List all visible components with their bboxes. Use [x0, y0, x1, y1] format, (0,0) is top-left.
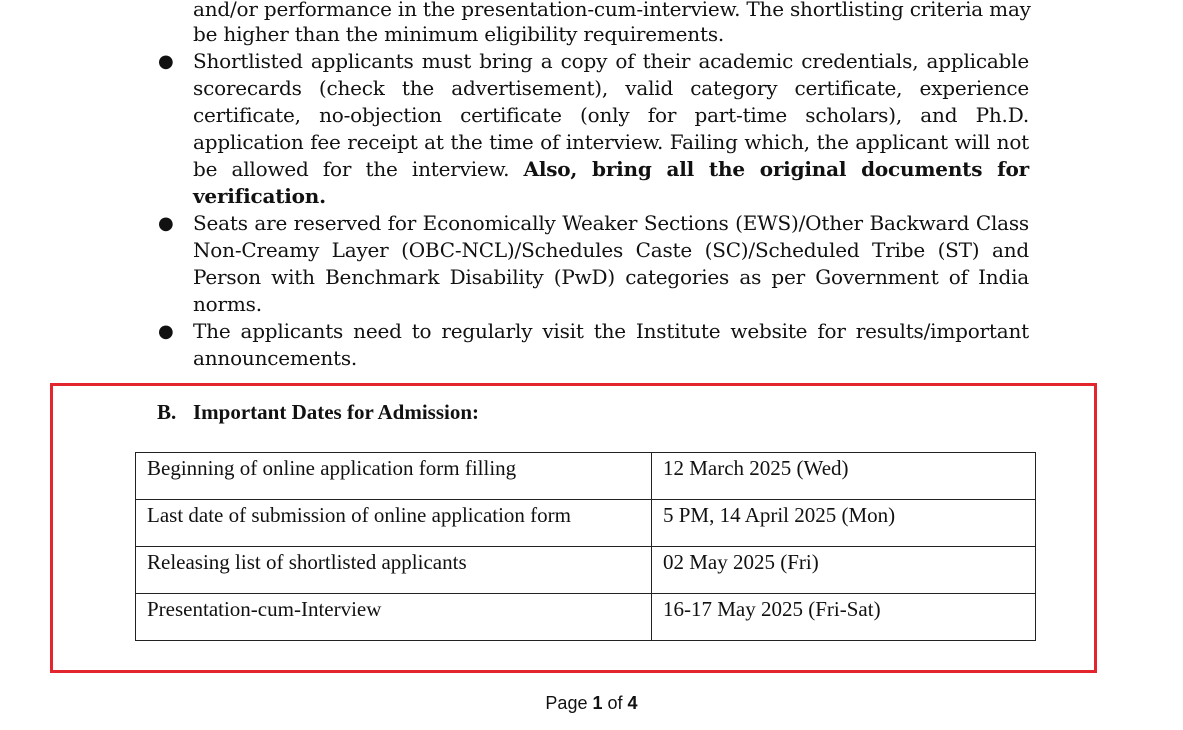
table-row [136, 453, 1036, 500]
bullet-text-line: Person with Benchmark Disability (PwD) categories as per Government of India [193, 265, 1029, 289]
bullet-text-bold: Also, bring all the original documents for [523, 157, 1029, 181]
table-cell-date: 12 March 2025 (Wed) [652, 453, 1036, 500]
table-cell-date: 02 May 2025 (Fri) [652, 547, 1036, 594]
table-cell-event: Last date of submission of online application form [136, 500, 652, 547]
bullet-text-line: scorecards (check the advertisement), valid category certificate, experience [193, 76, 1029, 100]
page-word: Page [545, 693, 588, 713]
table-cell-event: Presentation-cum-Interview [136, 594, 652, 641]
bullet-text-line-mixed [193, 156, 1029, 183]
bullet-text-line: Non-Creamy Layer (OBC-NCL)/Schedules Caste (SC)/Scheduled Tribe (ST) and [193, 238, 1029, 262]
bullet-text-line: certificate, no-objection certificate (only for part-time scholars), and Ph.D. [193, 103, 1029, 127]
section-heading [157, 398, 479, 426]
page-number [0, 693, 1183, 714]
bullet-text-line: Seats are reserved for Economically Weaker Sections (EWS)/Other Backward Class [193, 211, 1029, 235]
bullet-text-line: and/or performance in the presentation-cum-interview. The shortlisting criteria may [193, 0, 1031, 21]
bullet-icon: ● [158, 321, 174, 342]
total-pages: 4 [627, 693, 638, 713]
table-row [136, 594, 1036, 641]
table-cell-date: 5 PM, 14 April 2025 (Mon) [652, 500, 1036, 547]
bullet-text-line: norms. [193, 292, 262, 316]
table-row [136, 500, 1036, 547]
bullet-text-line: Shortlisted applicants must bring a copy of their academic credentials, applicable [193, 49, 1029, 73]
bullet-text-bold-line: verification. [193, 184, 326, 208]
current-page: 1 [592, 693, 603, 713]
table-cell-event: Releasing list of shortlisted applicants [136, 547, 652, 594]
bullet-text-line: application fee receipt at the time of interview. Failing which, the applicant will not [193, 130, 1029, 154]
bullet-text-line: be higher than the minimum eligibility requirements. [193, 22, 725, 46]
bullet-text-line: announcements. [193, 346, 358, 370]
table-cell-date: 16-17 May 2025 (Fri-Sat) [652, 594, 1036, 641]
bullet-icon: ● [158, 213, 174, 234]
bullet-text-normal: be allowed for the interview. [193, 157, 524, 181]
of-word: of [607, 693, 623, 713]
bullet-icon: ● [158, 51, 174, 72]
table-row [136, 547, 1036, 594]
important-dates-table [135, 452, 1036, 641]
bullet-text-line: The applicants need to regularly visit the Institute website for results/important [193, 319, 1029, 343]
section-title: Important Dates for Admission: [193, 400, 480, 424]
section-letter: B. [157, 400, 177, 424]
table-cell-event: Beginning of online application form filling [136, 453, 652, 500]
